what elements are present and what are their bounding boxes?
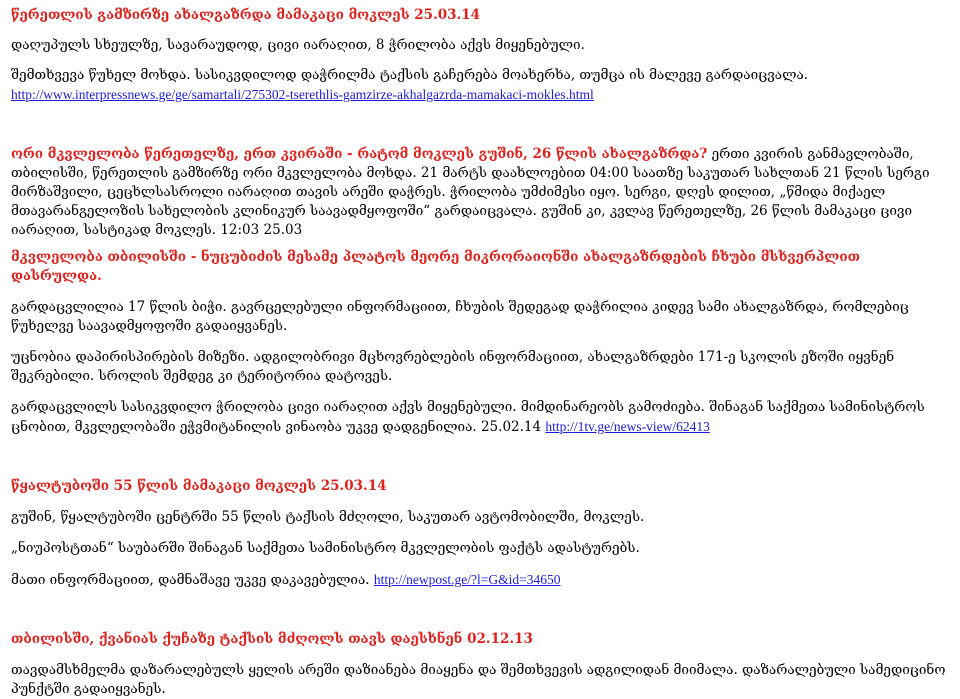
article-headline-inline: ორი მკვლელობა წერეთელზე, ერთ კვირაში - რატომ მოკლეს გუშინ, 26 წლის ახალგაზრდა? [11,146,708,162]
article-paragraph: თავდამსხმელმა დაზარალებულს ყელის არეში დაზიანება მიაყენა და შემთხვევის ადგილიდან მიიმალა. დაზარალებული სამედიცინო პუნქტში გადაიყვანეს. [11,662,946,697]
article-paragraph: დაღუპულს სხეულზე, სავარაუდოდ, ცივი იარაღით, 8 ჭრილობა აქვს მიყენებული. [11,37,585,53]
article-paragraph: გუშინ, წყალტუბოში ცენტრში 55 წლის ტაქსის მძღოლი, საკუთარ ავტომობილში, მოკლეს. [11,509,645,525]
article-link-line [11,85,949,105]
article-headline: თბილისში, ქვანიას ქუჩაზე ტაქსის მძღოლს თავს დაესხნენ 02.12.13 [11,631,533,647]
article-two-murders [11,145,949,240]
article-headline: წყალტუბოში 55 წლის მამაკაცი მოკლეს 25.03.14 [11,478,387,494]
article-paragraph-with-link [11,570,949,590]
article-paragraph-with-link [11,398,949,437]
article-paragraph: უცნობია დაპირისპირების მიზეზი. ადგილობრივი მცხოვრებლების ინფორმაციით, ახალგაზრდები 171-ე სკოლის ეზოში იყვნენ შეკრებილი. სროლის შემდეგ კი ტერიტორია დატოვეს. [11,349,895,384]
source-link[interactable]: http://www.interpressnews.ge/ge/samartali/275302-tserethlis-gamzirze-akhalgazrda-mamakaci-mokles.html [11,87,594,102]
article-text: გარდაცვლილს სასიკვდილო ჭრილობა ცივი იარაღით აქვს მიყენებული. მიმდინარეობს გამოძიება. შინაგან საქმეთა სამინისტროს ცნობით, მკვლელობაში ეჭვმიტანილის ვინაობა უკვე დადგენილია. 25.02.14 [11,399,925,435]
article-nutsubidze-murder [11,248,949,437]
article-kvanias-street-attack [11,630,949,699]
article-tskaltubo-murder [11,477,949,590]
source-link[interactable]: http://1tv.ge/news-view/62413 [545,419,710,434]
article-tsereteli-murder [11,6,949,105]
source-link[interactable]: http://newpost.ge/?l=G&id=34650 [373,572,561,587]
article-lead-text: ერთი კვირის განმავლობაში, თბილისში, წერეთლის გამზირზე ორი მკვლელობა მოხდა. 21 მარტს დაახლოებით 04:00 საათზე საკუთარ სახლთან 21 წლის სერგი მირზაშვილი, ცეცხლსასროლი იარაღით თავის არეში დაჭრეს. ჭრილობა უმძიმესი იყო. სერგი, დღეს დილით, „წმიდა მიქაელ მთავარანგელოზის სახელობის კლინიკურ საავადმყოფოში“ გარდაიცვალა. გუშინ კი, კვლავ წერეთელზე, 26 წლის მამაკაცი ცივი იარაღით, სასტიკად მოკლეს. 12:03 25.03 [11,146,930,238]
article-paragraph: „ნიუპოსტთან“ საუბარში შინაგან საქმეთა სამინისტრო მკვლელობის ფაქტს ადასტურებს. [11,540,640,556]
article-text: მათი ინფორმაციით, დამნაშავე უკვე დაკავებულია. [11,572,374,588]
article-paragraph: შემთხვევა წუხელ მოხდა. სასიკვდილოდ დაჭრილმა ტაქსის გაჩერება მოახერხა, თუმცა ის მალევე გარდაიცვალა. [11,67,809,83]
article-headline: მკვლელობა თბილისში - ნუცუბიძის მესამე პლატოს მეორე მიკრორაიონში ახალგაზრდების ჩხუბი მსხვერპლით დასრულდა. [11,249,860,284]
article-lead-paragraph [11,145,949,240]
news-page [11,6,949,699]
article-paragraph: გარდაცვლილია 17 წლის ბიჭი. გავრცელებული ინფორმაციით, ჩხუბის შედეგად დაჭრილია კიდევ სამი ახალგაზრდა, რომლებიც წუხელვე საავადმყოფოში გადაიყვანეს. [11,299,909,334]
article-headline: წერეთლის გამზირზე ახალგაზრდა მამაკაცი მოკლეს 25.03.14 [11,7,481,23]
